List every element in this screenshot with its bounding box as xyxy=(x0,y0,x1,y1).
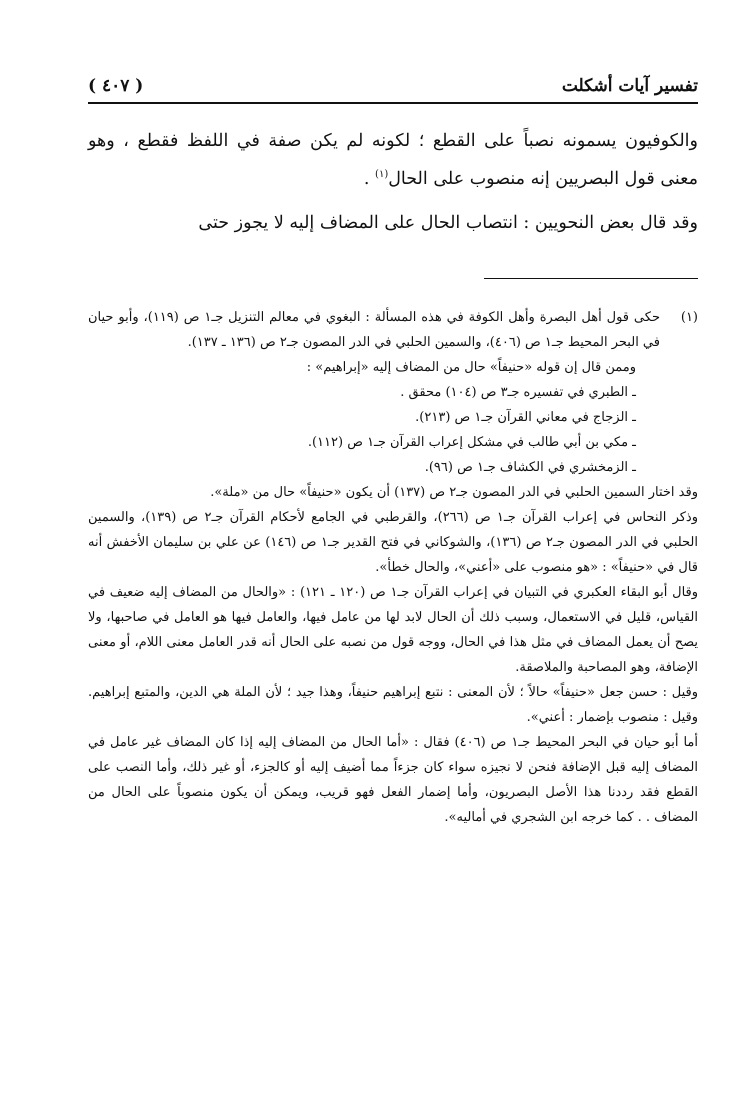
main-paragraph: وقد قال بعض النحويين : انتصاب الحال على المضاف إليه لا يجوز حتى xyxy=(198,213,698,233)
footnote-line: وقيل : حسن جعل «حنيفاً» حالاً ؛ لأن المعنى : نتبع إبراهيم حنيفاً، وهذا جيد ؛ لأن الملة هي الدين، والمتبع إبراهيم. وقيل : منصوب بإضمار : أعني». xyxy=(88,685,698,725)
footnote-number: (١) xyxy=(680,310,698,325)
running-title: تفسير آيات أشكلت xyxy=(561,76,698,96)
footnote-reference: (١) xyxy=(375,169,389,181)
footnote-line: ـ مكي بن أبي طالب في مشكل إعراب القرآن جـ١ ص (١١٢). xyxy=(307,435,636,450)
main-paragraph: والكوفيون يسمونه نصباً على القطع ؛ لكونه لم يكن صفة في اللفظ فقطع ، وهو معنى قول البصريين إنه منصوب على الحال$^{(١)}$ . xyxy=(88,131,698,189)
footnote-line: وقد اختار السمين الحلبي في الدر المصون جـ٢ ص (١٣٧) أن يكون «حنيفاً» حال من «ملة». xyxy=(210,485,698,500)
footnote-line: أما أبو حيان في البحر المحيط جـ١ ص (٤٠٦) فقال : «أما الحال من المضاف إليه إذا كان المضاف غير عامل في المضاف إليه قبل الإضافة فنحن لا نجيزه سواء كان جزءاً مما أضيف إليه أو كالجزء، أو غير ذلك، وأما النصب على القطع فقد رددنا هذا الأصل البصريون، وأما إضمار الفعل فهو قريب، ويمكن أن يكون منصوباً على الحال من المضاف . . كما خرجه ابن الشجري في أماليه». xyxy=(88,735,698,825)
footnote-body xyxy=(88,305,699,830)
footnote xyxy=(88,305,698,830)
footnote-line: ـ الزجاج في معاني القرآن جـ١ ص (٢١٣). xyxy=(415,410,636,425)
page-number: ( ٤٠٧ ) xyxy=(88,76,144,96)
footnote-line: ـ الزمخشري في الكشاف جـ١ ص (٩٦). xyxy=(424,460,636,475)
footnote-line: ـ الطبري في تفسيره جـ٣ ص (١٠٤) محقق . xyxy=(400,385,636,400)
main-paragraph-text: والكوفيون يسمونه نصباً على القطع ؛ لكونه لم يكن صفة في اللفظ فقطع ، وهو معنى قول البصريين إنه منصوب على الحال xyxy=(88,131,698,189)
footnote-line: وقال أبو البقاء العكبري في التبيان في إعراب القرآن جـ١ ص (١٢٠ ـ ١٢١) : «والحال من المضاف إليه ضعيف في القياس، قليل في الاستعمال، وسبب ذلك أن الحال لابد لها من عامل فيها، والعامل فيها هو العامل في صاحبها، ولا يصح أن يعمل المضاف في مثل هذا في الحال، ووجه قول من نصبه على الحال أنه قدر العامل معنى اللام، أو معنى الإضافة، وهو المصاحبة والملاصقة. xyxy=(88,585,699,675)
page-header xyxy=(88,72,698,102)
footnote-rule xyxy=(484,278,698,279)
footnote-line: حكى قول أهل البصرة وأهل الكوفة في هذه المسألة : البغوي في معالم التنزيل جـ١ ص (١١٩)، وأبو حيان في البحر المحيط جـ١ ص (٤٠٦)، والسمين الحلبي في الدر المصون جـ٢ ص (١٣٦ ـ ١٣٧). xyxy=(88,310,660,350)
footnote-line: وذكر النحاس في إعراب القرآن جـ١ ص (٢٦٦)، والقرطبي في الجامع لأحكام القرآن جـ٢ ص (١٣٩)، والسمين الحلبي في الدر المصون جـ٢ ص (١٣٦)، والشوكاني في فتح القدير جـ١ ص (١٤٦) عن علي بن سليمان الأخفش أنه قال في «حنيفاً» : «هو منصوب على «أعني»، والحال خطأ». xyxy=(88,510,698,575)
footnote-line: وممن قال إن قوله «حنيفاً» حال من المضاف إليه «إبراهيم» : xyxy=(306,360,636,375)
main-text xyxy=(88,122,698,242)
header-rule xyxy=(88,102,698,104)
